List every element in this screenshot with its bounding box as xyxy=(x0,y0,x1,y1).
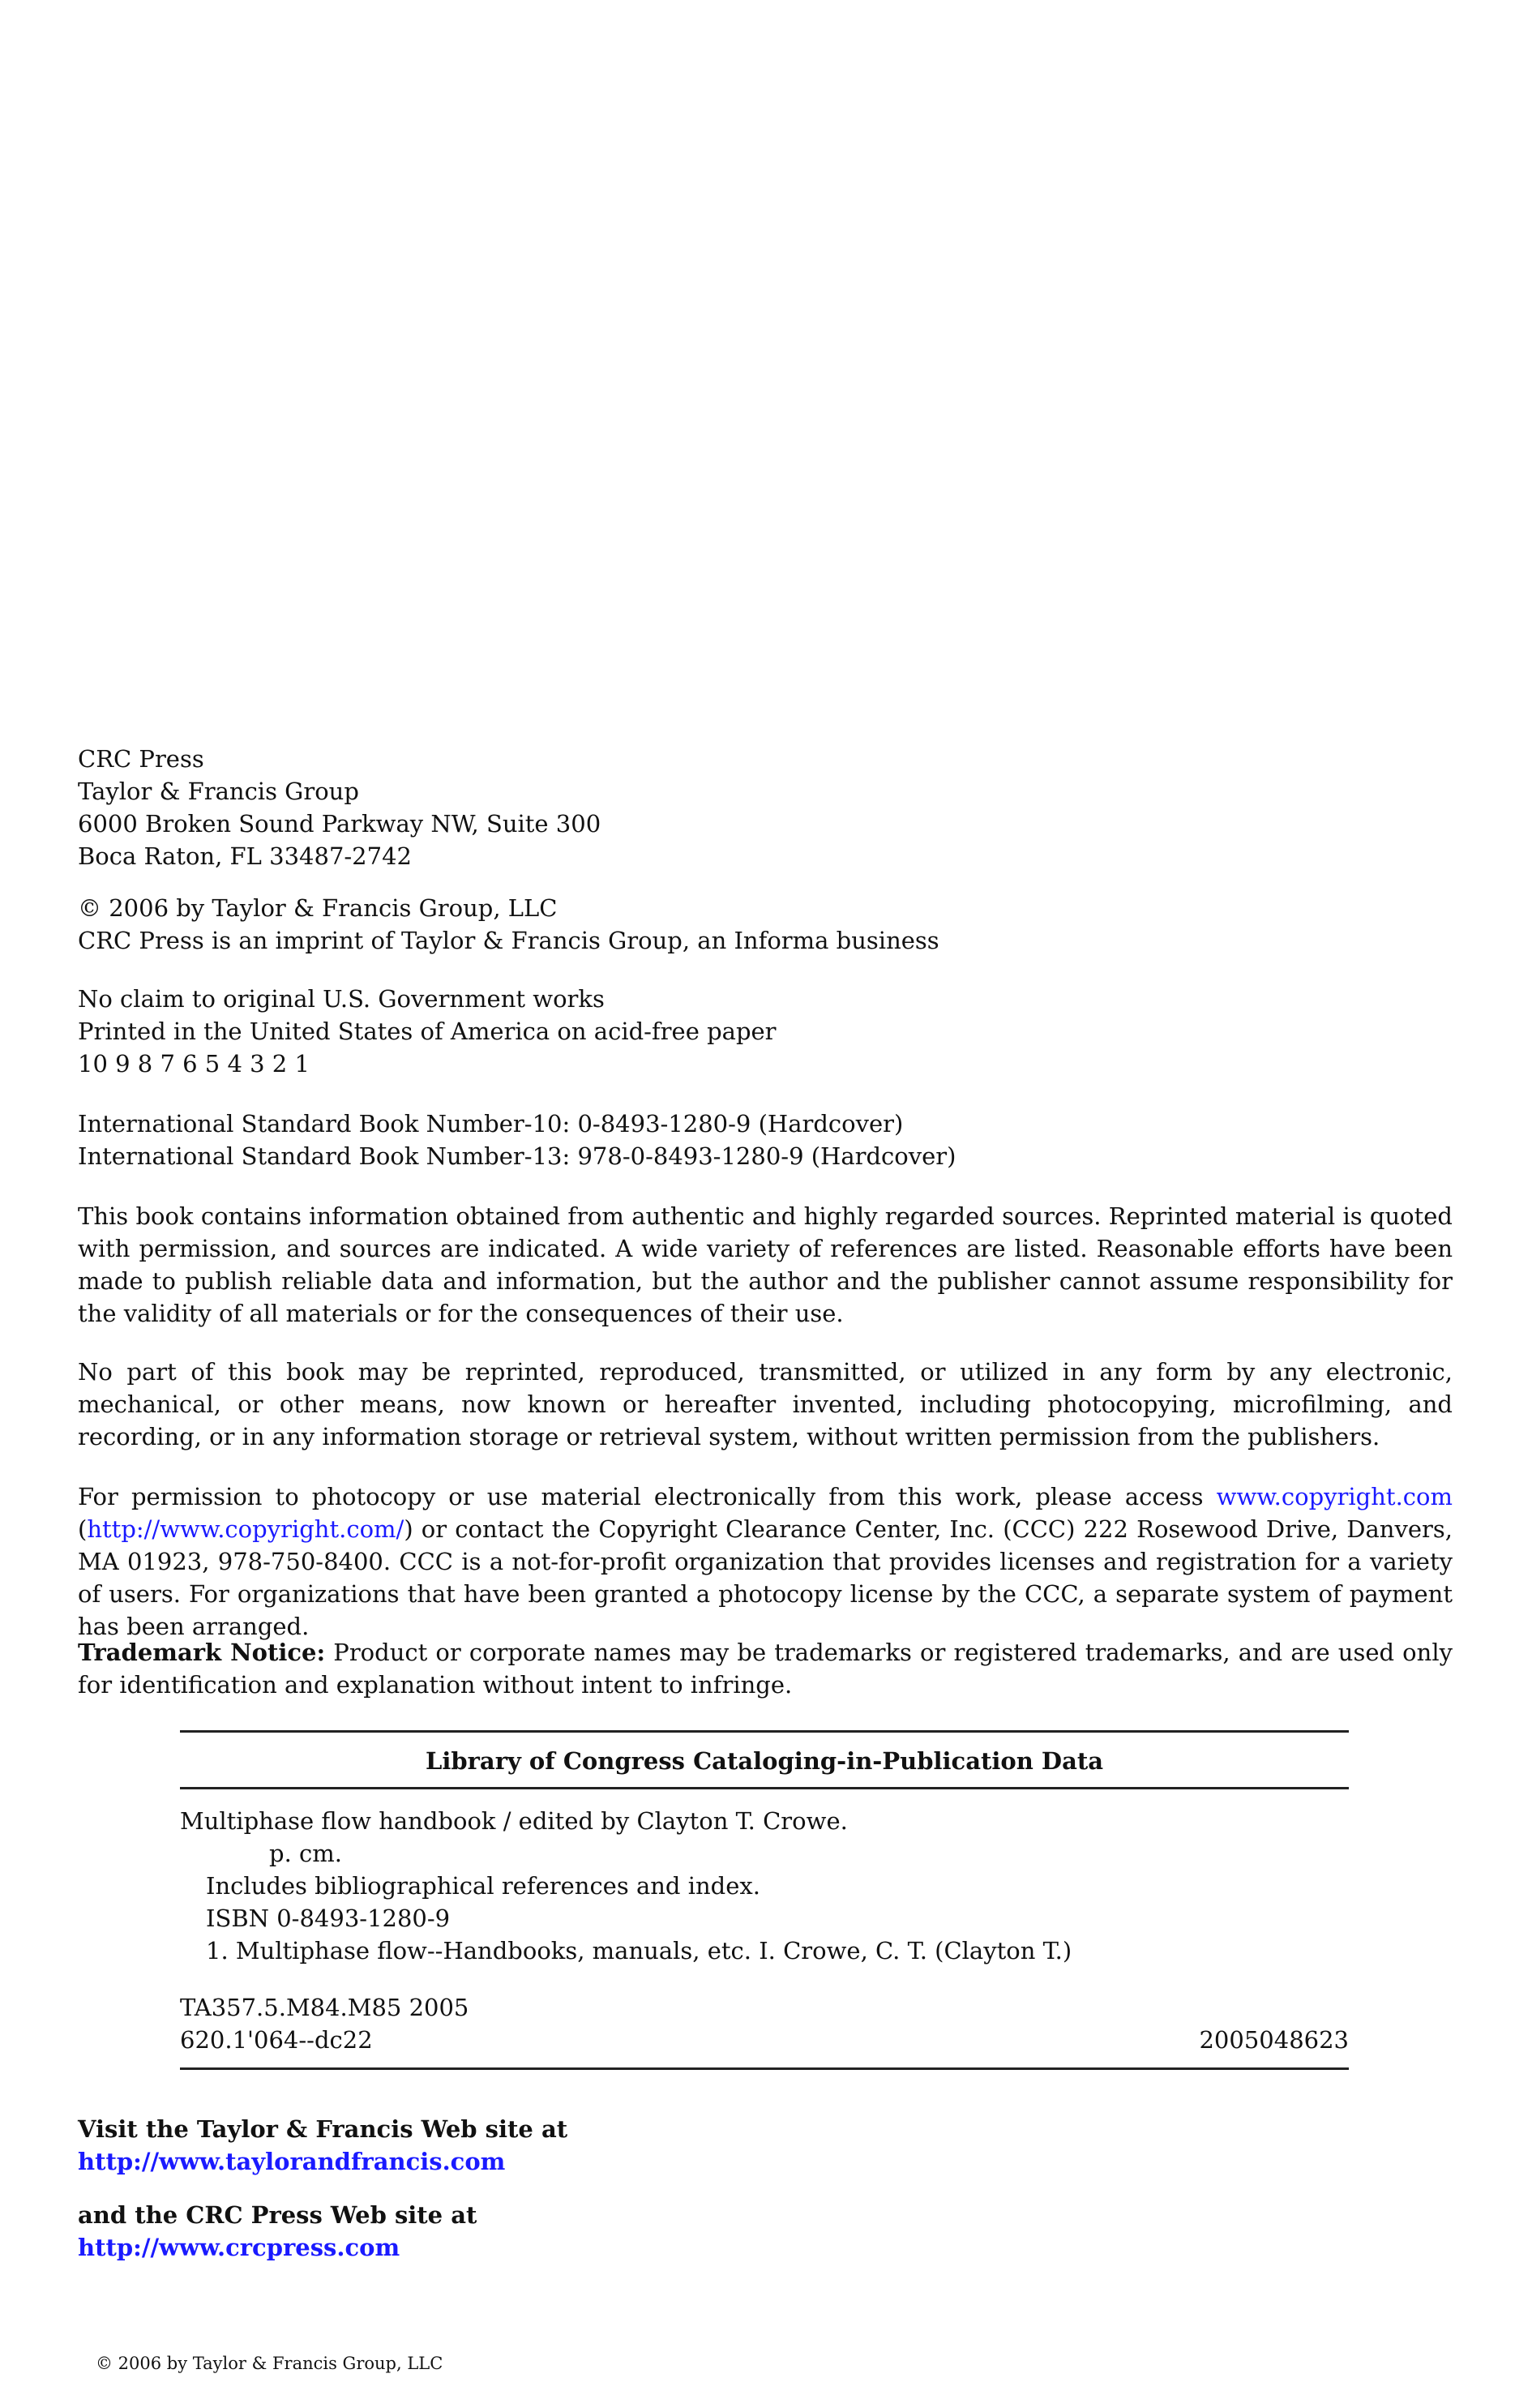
cip-title: Library of Congress Cataloging-in-Publication Data xyxy=(425,1747,1104,1775)
copyright-com-link[interactable]: www.copyright.com xyxy=(1216,1483,1453,1510)
cip-note: 1. Multiphase flow--Handbooks, manuals, etc. I. Crowe, C. T. (Clayton T.) xyxy=(206,1937,1072,1965)
permission-text: ) or contact the Copyright Clearance Center, Inc. (CCC) 222 Rosewood Drive, Danvers, MA 01923, 978-750-8400. CCC is a not-for-profit organization that provides licenses and registration for a variety of users. For organizations that have been granted a photocopy license by the CCC, a separate system of payment has been arranged. xyxy=(78,1515,1453,1640)
crc-site-link[interactable]: http://www.crcpress.com xyxy=(78,2234,400,2261)
cip-bottom-rule xyxy=(180,2067,1349,2070)
copyright-block xyxy=(78,892,1453,957)
cip-pcm: p. cm. xyxy=(269,1840,342,1867)
trademark-notice xyxy=(78,1636,1453,1701)
cip-note: ISBN 0-8493-1280-9 xyxy=(206,1905,451,1932)
cip-call-number: TA357.5.M84.M85 2005 xyxy=(180,1994,469,2021)
cip-title-rule xyxy=(180,1787,1349,1789)
permission-paragraph xyxy=(78,1480,1453,1643)
trademark-label: Trademark Notice: xyxy=(78,1639,326,1666)
isbn-block xyxy=(78,1108,1453,1172)
cip-entry: Multiphase flow handbook / edited by Clayton T. Crowe. xyxy=(180,1807,848,1835)
cip-record xyxy=(180,1805,1349,1967)
tf-site-label: Visit the Taylor & Francis Web site at xyxy=(78,2115,568,2143)
address-line: 6000 Broken Sound Parkway NW, Suite 300 xyxy=(78,810,601,838)
cip-note: Includes bibliographical references and index. xyxy=(206,1872,760,1900)
permission-text: For permission to photocopy or use material electronically from this work, please access xyxy=(78,1483,1217,1510)
tf-site-link[interactable]: http://www.taylorandfrancis.com xyxy=(78,2148,506,2175)
printing-line: No claim to original U.S. Government works xyxy=(78,985,605,1013)
printing-line: 10 9 8 7 6 5 4 3 2 1 xyxy=(78,1050,310,1078)
crc-site-label: and the CRC Press Web site at xyxy=(78,2201,477,2229)
imprint-line: CRC Press is an imprint of Taylor & Francis Group, an Informa business xyxy=(78,927,939,954)
trademark-text: Product or corporate names may be trademarks or registered trademarks, and are used only for identification and explanation without intent to infringe. xyxy=(78,1639,1453,1699)
address-line: Taylor & Francis Group xyxy=(78,778,359,805)
isbn-13-line: International Standard Book Number-13: 978-0-8493-1280-9 (Hardcover) xyxy=(78,1142,956,1170)
printing-line: Printed in the United States of America on acid-free paper xyxy=(78,1018,777,1045)
address-line: CRC Press xyxy=(78,745,204,773)
websites-block xyxy=(78,2113,1453,2178)
rights-paragraph: No part of this book may be reprinted, reproduced, transmitted, or utilized in any form by any electronic, mechanical, or other means, now known or hereafter invented, including photocopying, microfilming, and recording, or in any information storage or retrieval system, without written permission from the publishers. xyxy=(78,1358,1453,1450)
permission-text: ( xyxy=(78,1515,88,1543)
copyright-com-url-link[interactable]: http://www.copyright.com/ xyxy=(87,1515,404,1543)
page-footer: © 2006 by Taylor & Francis Group, LLC xyxy=(96,2354,443,2373)
cip-dewey: 620.1'064--dc22 xyxy=(180,2026,373,2054)
crc-site-block xyxy=(78,2199,1453,2264)
printing-block xyxy=(78,983,1453,1080)
cip-classification xyxy=(180,1991,1349,2056)
address-line: Boca Raton, FL 33487-2742 xyxy=(78,842,412,870)
disclaimer-paragraph: This book contains information obtained from authentic and highly regarded sources. Reprinted material is quoted with permission, and sources are indicated. A wide variety of references are listed. Reasonable efforts have been made to publish reliable data and information, but the author and the publisher cannot assume responsibility for the validity of all materials or for the consequences of their use. xyxy=(78,1202,1453,1327)
cip-top-rule xyxy=(180,1730,1349,1733)
isbn-10-line: International Standard Book Number-10: 0-8493-1280-9 (Hardcover) xyxy=(78,1110,904,1138)
publisher-address xyxy=(78,743,1453,872)
cip-lccn: 2005048623 xyxy=(1199,2026,1349,2054)
copyright-line: © 2006 by Taylor & Francis Group, LLC xyxy=(78,894,558,922)
